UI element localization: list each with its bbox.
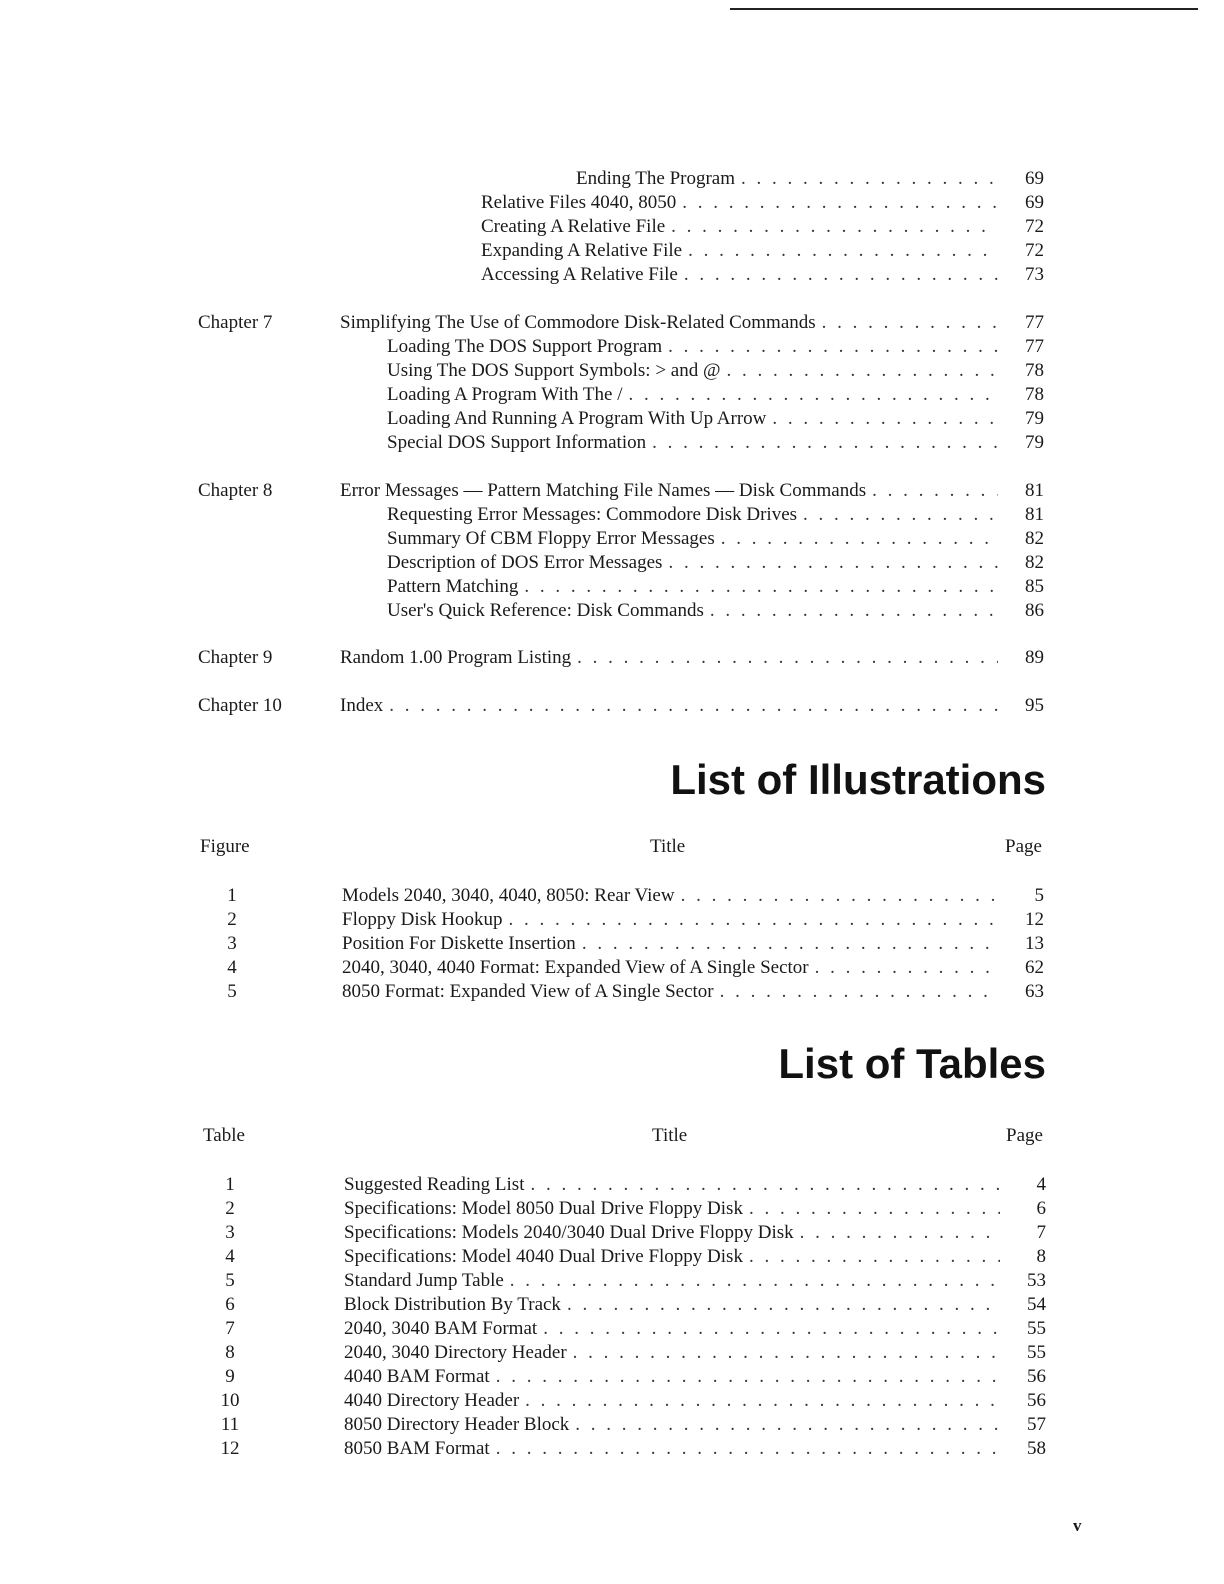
table-title: 4040 Directory Header — [344, 1390, 520, 1411]
section-heading: List of Illustrations — [670, 756, 1046, 803]
toc-entry — [387, 359, 1044, 383]
column-header-page: Page — [1005, 836, 1042, 857]
toc-entry — [387, 335, 1044, 359]
toc-entry-page: 81 — [1025, 480, 1044, 501]
table-page: 54 — [1027, 1294, 1046, 1315]
toc-entry-page: 79 — [1025, 408, 1044, 429]
toc-entry-title: Loading And Running A Program With Up Arrow — [387, 408, 767, 429]
table-entry — [344, 1341, 1046, 1365]
figure-entry — [342, 932, 1044, 956]
table-page: 8 — [1036, 1246, 1046, 1267]
toc-entry-page: 85 — [1025, 576, 1044, 597]
table-title: Suggested Reading List — [344, 1174, 525, 1195]
toc-entry-title: Requesting Error Messages: Commodore Disk Drives — [387, 504, 798, 525]
column-header-title: Title — [652, 1125, 688, 1146]
figure-entry — [342, 884, 1044, 908]
figure-page: 12 — [1025, 909, 1044, 930]
table-number: 6 — [225, 1294, 235, 1315]
figure-title: Models 2040, 3040, 4040, 8050: Rear View — [342, 885, 675, 906]
toc-entry-title: Index — [340, 695, 384, 716]
column-header-number: Table — [203, 1125, 245, 1146]
toc-entry — [387, 503, 1044, 527]
table-entry — [344, 1365, 1046, 1389]
toc-entry-title: Description of DOS Error Messages — [387, 552, 663, 573]
toc-entry — [481, 263, 1044, 287]
toc-chapter-entry — [340, 479, 1044, 503]
toc-entry — [481, 191, 1044, 215]
table-page: 57 — [1027, 1414, 1046, 1435]
toc-entry-title: Summary Of CBM Floppy Error Messages — [387, 528, 715, 549]
figure-number: 1 — [227, 885, 237, 906]
toc-entry — [387, 575, 1044, 599]
table-entry — [344, 1389, 1046, 1413]
table-entry — [344, 1413, 1046, 1437]
table-entry — [344, 1173, 1046, 1197]
table-title: 2040, 3040 BAM Format — [344, 1318, 538, 1339]
figure-entry — [342, 980, 1044, 1004]
table-page: 56 — [1027, 1390, 1046, 1411]
table-title: Block Distribution By Track — [344, 1294, 561, 1315]
table-number: 2 — [225, 1198, 235, 1219]
toc-entry-page: 72 — [1025, 240, 1044, 261]
chapter-label: Chapter 10 — [198, 695, 282, 716]
toc-entry-page: 95 — [1025, 695, 1044, 716]
toc-entry-page: 78 — [1025, 360, 1044, 381]
toc-entry-page: 78 — [1025, 384, 1044, 405]
toc-entry-title: Creating A Relative File — [481, 216, 666, 237]
figure-title: 2040, 3040, 4040 Format: Expanded View of A Single Sector — [342, 957, 809, 978]
figure-title: Position For Diskette Insertion — [342, 933, 576, 954]
toc-entry-page: 82 — [1025, 528, 1044, 549]
toc-entry-title: Accessing A Relative File — [481, 264, 678, 285]
toc-entry-title: User's Quick Reference: Disk Commands — [387, 600, 704, 621]
toc-entry-page: 82 — [1025, 552, 1044, 573]
table-page: 55 — [1027, 1342, 1046, 1363]
page-number: v — [1073, 1516, 1082, 1535]
table-entry — [344, 1221, 1046, 1245]
table-number: 11 — [220, 1414, 240, 1435]
table-page: 6 — [1036, 1198, 1046, 1219]
table-number: 9 — [225, 1366, 235, 1387]
table-entry — [344, 1245, 1046, 1269]
figure-page: 5 — [1034, 885, 1044, 906]
figure-number: 3 — [227, 933, 237, 954]
table-entry — [344, 1317, 1046, 1341]
table-entry — [344, 1269, 1046, 1293]
figure-title: Floppy Disk Hookup — [342, 909, 503, 930]
column-header-title: Title — [650, 836, 686, 857]
toc-entry — [387, 383, 1044, 407]
toc-entry-title: Special DOS Support Information — [387, 432, 647, 453]
table-page: 4 — [1036, 1174, 1046, 1195]
header-rule — [730, 8, 1198, 10]
table-number: 3 — [225, 1222, 235, 1243]
table-title: 2040, 3040 Directory Header — [344, 1342, 567, 1363]
toc-entry-page: 86 — [1025, 600, 1044, 621]
toc-entry — [387, 407, 1044, 431]
chapter-label: Chapter 9 — [198, 647, 273, 668]
toc-chapter-entry — [340, 646, 1044, 670]
table-entry — [344, 1437, 1046, 1461]
table-number: 7 — [225, 1318, 235, 1339]
figure-page: 13 — [1025, 933, 1044, 954]
figure-page: 62 — [1025, 957, 1044, 978]
table-number: 5 — [225, 1270, 235, 1291]
toc-entry-title: Using The DOS Support Symbols: > and @ — [387, 360, 721, 381]
toc-entry-page: 77 — [1025, 336, 1044, 357]
toc-entry-page: 89 — [1025, 647, 1044, 668]
toc-entry-title: Expanding A Relative File — [481, 240, 683, 261]
figure-page: 63 — [1025, 981, 1044, 1002]
section-heading: List of Tables — [778, 1040, 1046, 1087]
toc-entry-title: Simplifying The Use of Commodore Disk-Related Commands — [340, 312, 816, 333]
toc-entry-title: Pattern Matching — [387, 576, 519, 597]
figure-entry — [342, 908, 1044, 932]
figure-number: 2 — [227, 909, 237, 930]
toc-entry-page: 77 — [1025, 312, 1044, 333]
toc-entry — [387, 599, 1044, 623]
toc-entry — [387, 551, 1044, 575]
table-number: 12 — [220, 1438, 240, 1459]
table-page: 53 — [1027, 1270, 1046, 1291]
toc-entry-title: Ending The Program — [576, 168, 736, 189]
column-header-number: Figure — [200, 836, 250, 857]
toc-entry-title: Relative Files 4040, 8050 — [481, 192, 677, 213]
table-title: Standard Jump Table — [344, 1270, 504, 1291]
table-number: 10 — [220, 1390, 240, 1411]
chapter-label: Chapter 8 — [198, 480, 273, 501]
toc-entry-page: 79 — [1025, 432, 1044, 453]
table-page: 58 — [1027, 1438, 1046, 1459]
toc-entry-title: Error Messages — Pattern Matching File Names — Disk Commands — [340, 480, 867, 501]
table-title: 4040 BAM Format — [344, 1366, 490, 1387]
toc-entry-title: Loading A Program With The / — [387, 384, 623, 405]
toc-entry — [481, 215, 1044, 239]
toc-chapter-entry — [340, 694, 1044, 718]
table-number: 8 — [225, 1342, 235, 1363]
table-entry — [344, 1197, 1046, 1221]
figure-number: 4 — [227, 957, 237, 978]
table-title: Specifications: Model 4040 Dual Drive Floppy Disk — [344, 1246, 743, 1267]
toc-entry-title: Loading The DOS Support Program — [387, 336, 663, 357]
toc-entry-page: 73 — [1025, 264, 1044, 285]
chapter-label: Chapter 7 — [198, 312, 273, 333]
figure-title: 8050 Format: Expanded View of A Single Sector — [342, 981, 714, 1002]
table-page: 7 — [1036, 1222, 1046, 1243]
table-title: Specifications: Model 8050 Dual Drive Floppy Disk — [344, 1198, 743, 1219]
toc-entry-page: 69 — [1025, 168, 1044, 189]
column-header-page: Page — [1006, 1125, 1043, 1146]
toc-entry — [387, 431, 1044, 455]
toc-entry-page: 72 — [1025, 216, 1044, 237]
toc-entry — [481, 239, 1044, 263]
toc-entry-page: 69 — [1025, 192, 1044, 213]
table-title: Specifications: Models 2040/3040 Dual Drive Floppy Disk — [344, 1222, 794, 1243]
table-number: 1 — [225, 1174, 235, 1195]
toc-entry — [387, 527, 1044, 551]
toc-chapter-entry — [340, 311, 1044, 335]
figure-number: 5 — [227, 981, 237, 1002]
table-page: 55 — [1027, 1318, 1046, 1339]
toc-entry-page: 81 — [1025, 504, 1044, 525]
table-title: 8050 BAM Format — [344, 1438, 490, 1459]
toc-entry-title: Random 1.00 Program Listing — [340, 647, 572, 668]
toc-entry — [576, 167, 1044, 191]
figure-entry — [342, 956, 1044, 980]
table-number: 4 — [225, 1246, 235, 1267]
table-page: 56 — [1027, 1366, 1046, 1387]
table-entry — [344, 1293, 1046, 1317]
table-title: 8050 Directory Header Block — [344, 1414, 570, 1435]
